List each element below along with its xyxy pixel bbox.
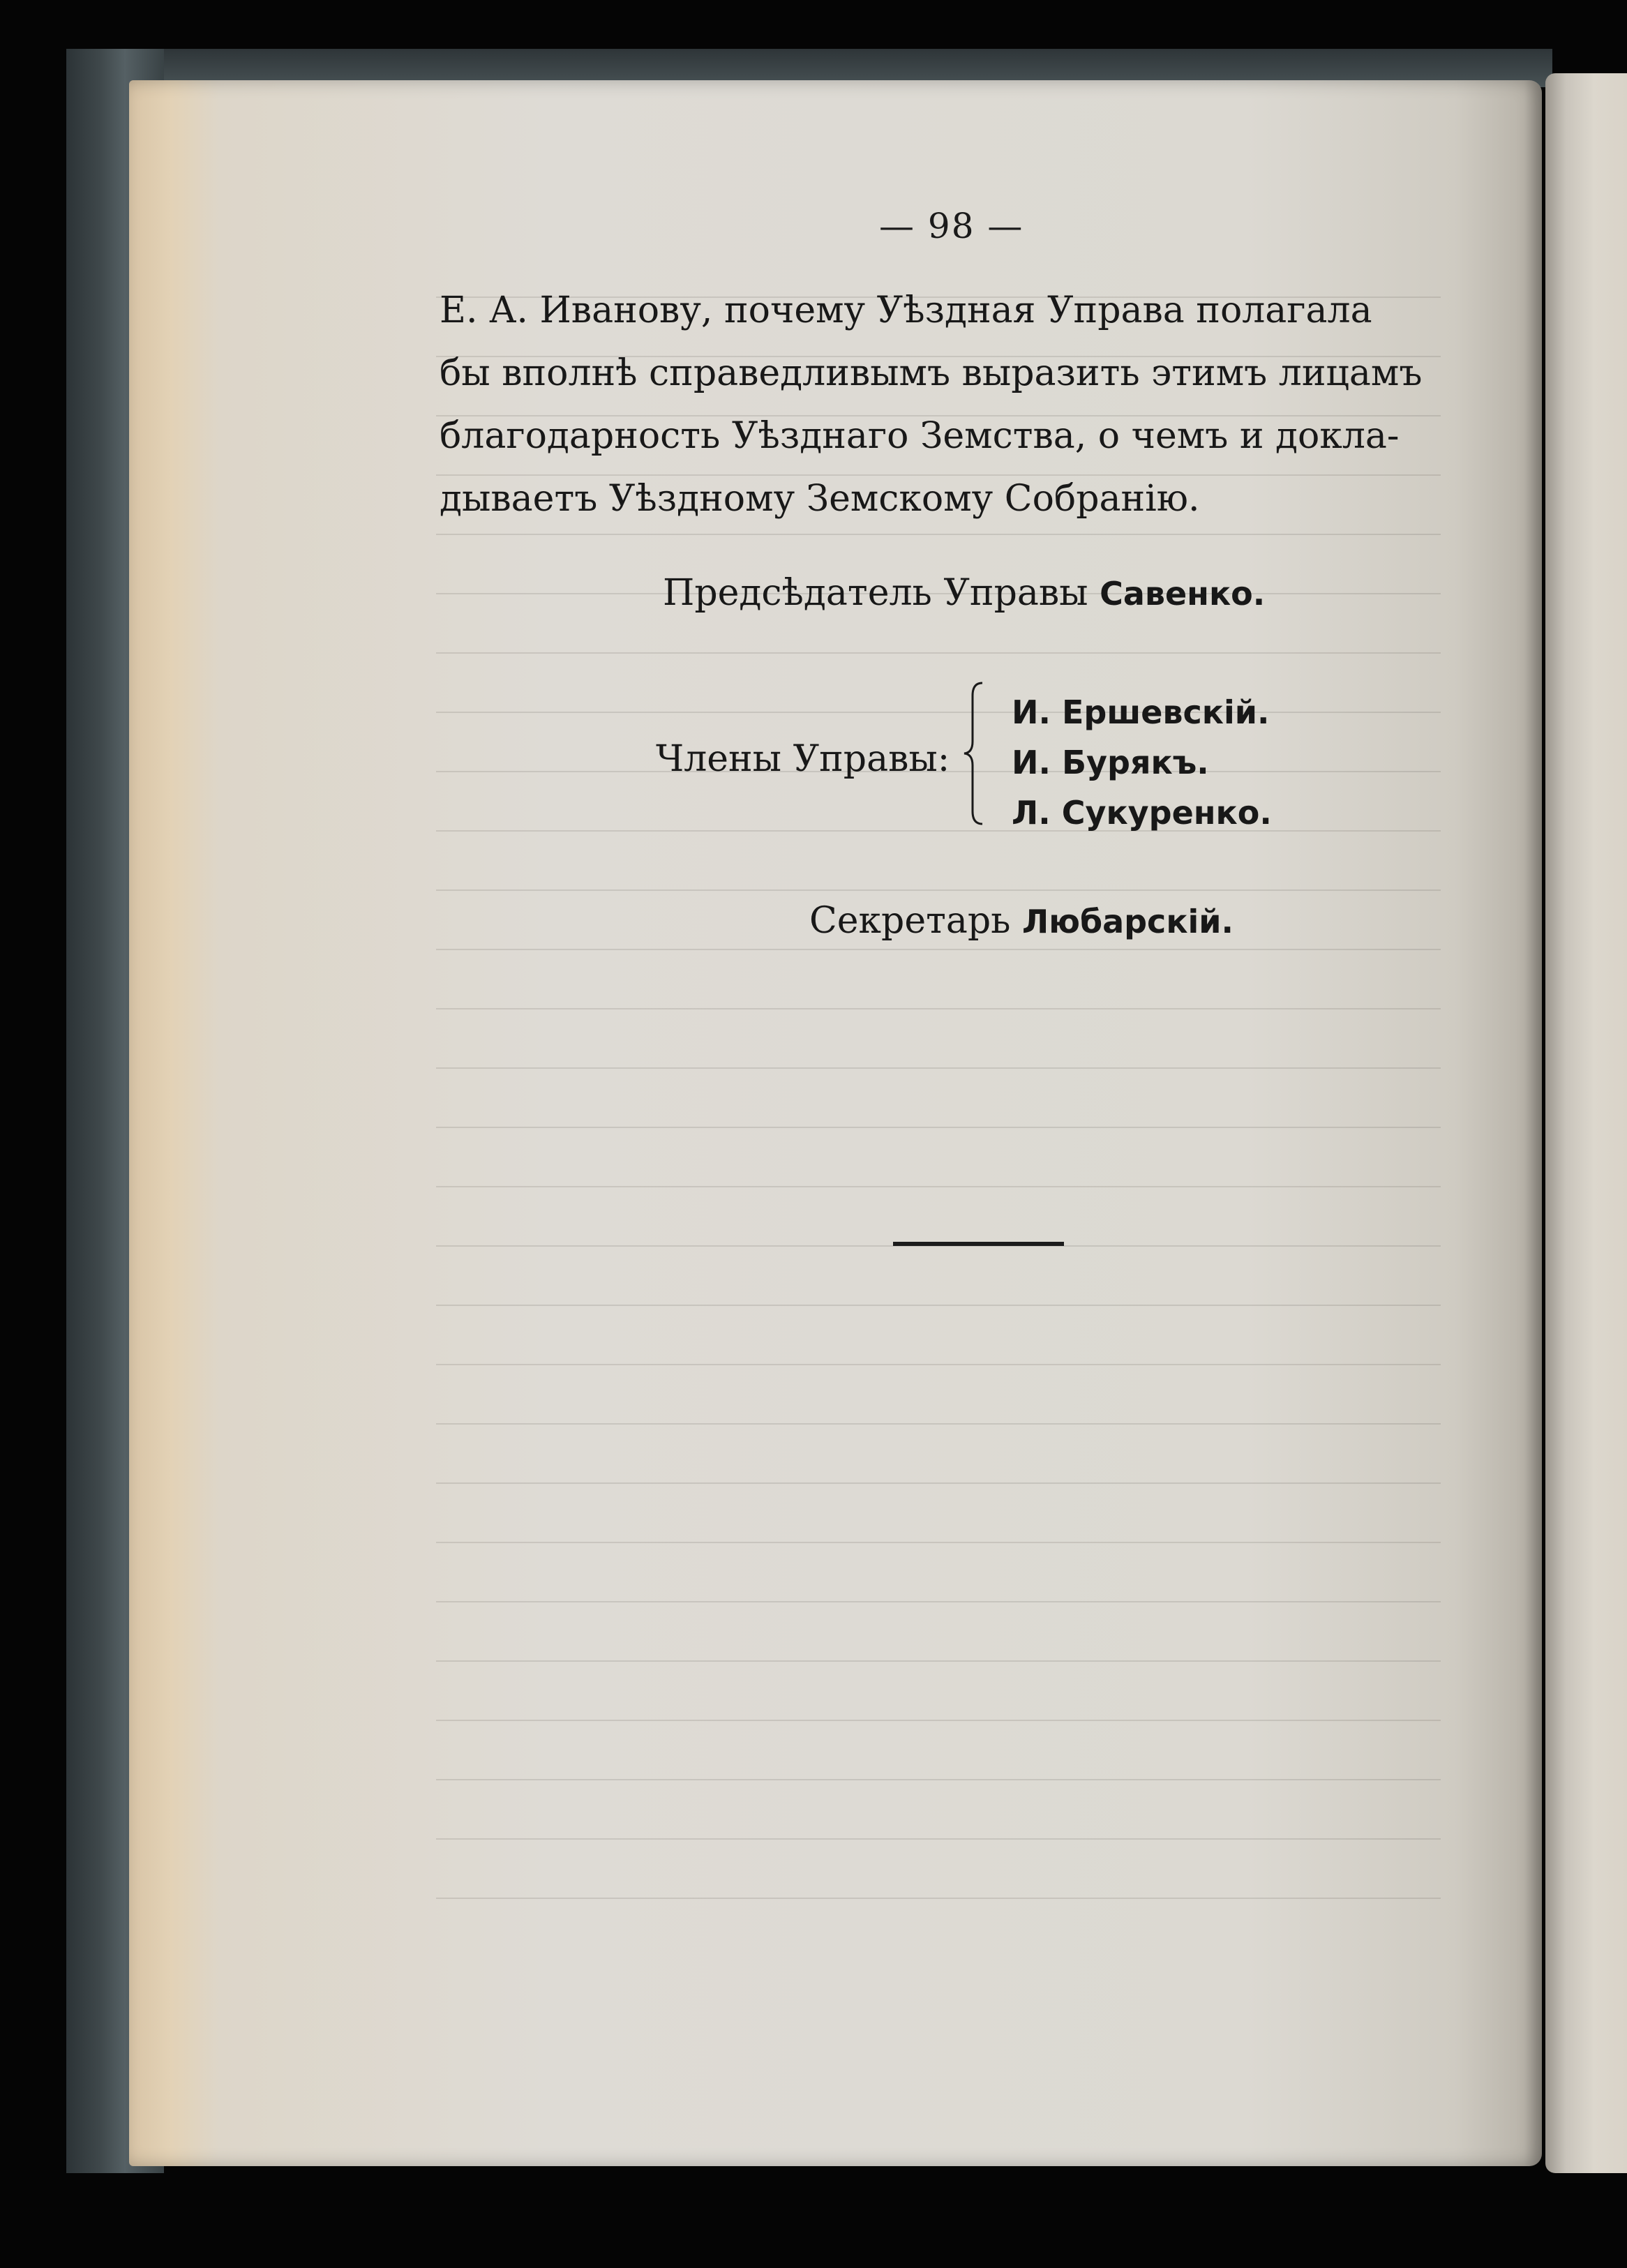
end-rule xyxy=(893,1242,1064,1246)
chairman-title: Предсѣдатель Управы xyxy=(663,572,1088,614)
secretary-name: Любарскій. xyxy=(1022,903,1234,940)
curly-brace-icon xyxy=(961,680,989,827)
member-name: И. Ершевскій. xyxy=(1012,693,1270,731)
closing-paragraph xyxy=(440,279,1437,530)
member-name: И. Бурякъ. xyxy=(1012,744,1209,781)
chairman-signature xyxy=(663,572,1265,614)
paragraph-line: благодарность Уѣзднаго Земства, о чемъ и докла- xyxy=(440,415,1400,457)
secretary-signature xyxy=(809,900,1234,942)
chairman-name: Савенко. xyxy=(1100,575,1266,613)
members-label: Члены Управы: xyxy=(656,738,950,780)
paragraph-line: Е. А. Иванову, почему Уѣздная Управа полагала xyxy=(440,290,1372,331)
next-page-edge xyxy=(1545,73,1627,2173)
paragraph-line: дываетъ Уѣздному Земскому Собранію. xyxy=(440,478,1200,520)
page-number: — 98 — xyxy=(879,206,1024,246)
paragraph-line: бы вполнѣ справедливымъ выразить этимъ лицамъ xyxy=(440,352,1423,394)
secretary-title: Секретарь xyxy=(809,900,1011,942)
members-list xyxy=(1012,687,1272,838)
member-name: Л. Сукуренко. xyxy=(1012,794,1272,832)
